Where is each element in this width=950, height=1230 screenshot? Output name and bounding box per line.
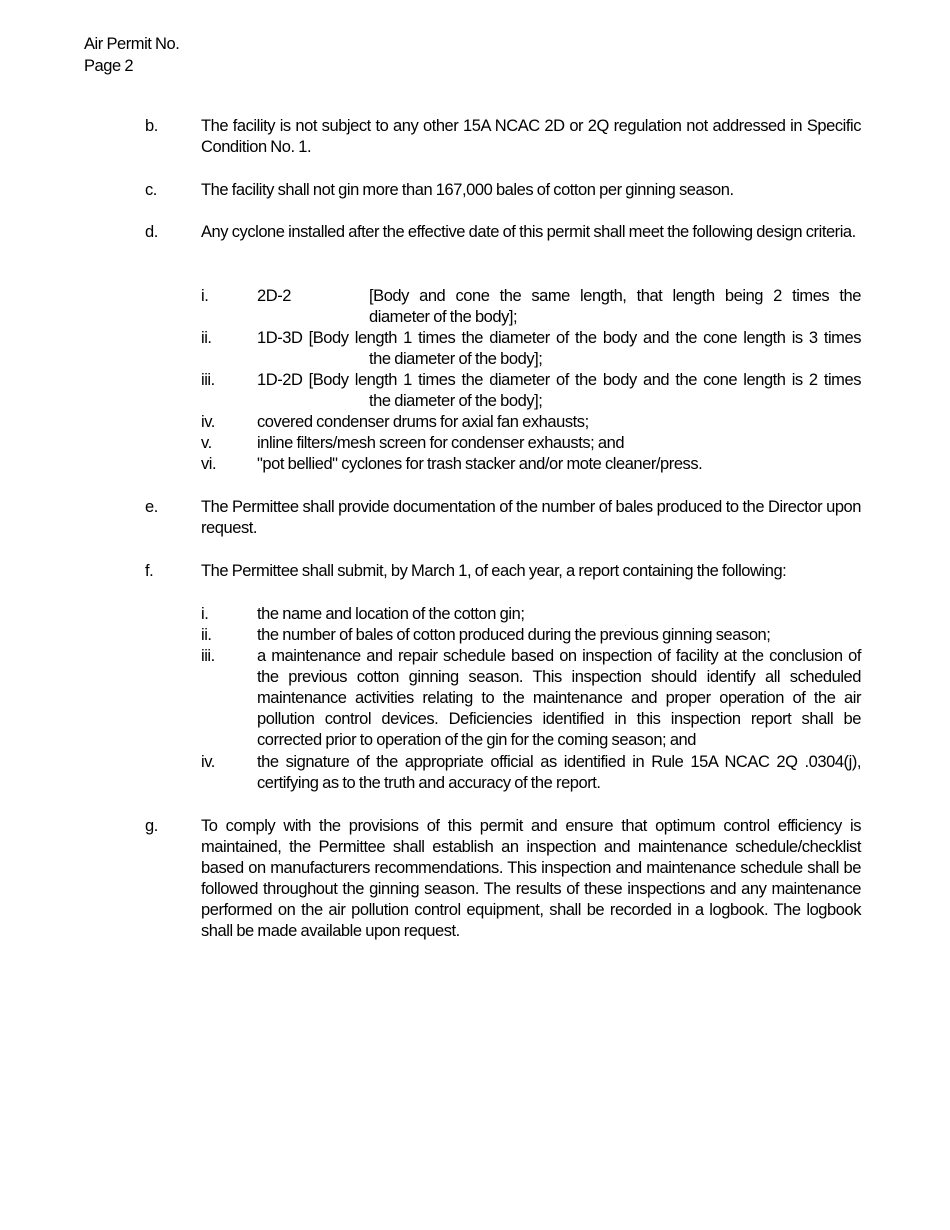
criteria-item-iii xyxy=(201,370,861,412)
report-item-iii xyxy=(201,646,861,751)
page-header xyxy=(84,33,179,77)
criteria-item-i xyxy=(201,286,861,328)
sub-text-line1: 1D-3D [Body length 1 times the diameter of the body and the cone length is 3 times xyxy=(257,329,861,347)
condition-label: b. xyxy=(145,117,158,135)
sub-text-line2: the diameter of the body]; xyxy=(369,350,543,368)
sub-text: the name and location of the cotton gin; xyxy=(257,605,525,623)
condition-text: The Permittee shall submit, by March 1, of each year, a report containing the following: xyxy=(201,562,787,580)
condition-d xyxy=(145,222,861,243)
condition-text: To comply with the provisions of this permit and ensure that optimum control efficiency is maintained, the Permittee shall establish an inspection and maintenance schedule/checklist based on manufacturers recommendations. This inspection and maintenance schedule shall be followed throughout the ginning season. The results of these inspections and any maintenance performed on the air pollution control equipment, shall be recorded in a logbook. The logbook shall be made available upon request. xyxy=(201,817,861,940)
condition-text: The Permittee shall provide documentation of the number of bales produced to the Director upon request. xyxy=(201,498,861,537)
condition-e xyxy=(145,497,861,539)
sub-label: i. xyxy=(201,287,209,305)
permit-number-label: Air Permit No. xyxy=(84,35,180,53)
condition-label: d. xyxy=(145,223,158,241)
sub-label: v. xyxy=(201,434,212,452)
sub-label: iii. xyxy=(201,647,215,665)
report-item-ii xyxy=(201,625,861,646)
page-number-label: Page 2 xyxy=(84,57,134,75)
report-item-iv xyxy=(201,752,861,794)
sub-text: the number of bales of cotton produced during the previous ginning season; xyxy=(257,626,771,644)
cyclone-code: 2D-2 xyxy=(257,287,291,305)
sub-text: "pot bellied" cyclones for trash stacker and/or mote cleaner/press. xyxy=(257,455,703,473)
sub-text-line1: [Body and cone the same length, that length being 2 times the xyxy=(369,287,861,305)
sub-label: vi. xyxy=(201,455,217,473)
criteria-item-ii xyxy=(201,328,861,370)
sub-label: ii. xyxy=(201,626,212,644)
condition-text: The facility is not subject to any other 15A NCAC 2D or 2Q regulation not addressed in Specific Condition No. 1. xyxy=(201,117,861,156)
criteria-item-vi xyxy=(201,454,861,475)
condition-label: e. xyxy=(145,498,158,516)
sub-label: iv. xyxy=(201,753,215,771)
sub-label: i. xyxy=(201,605,209,623)
condition-f xyxy=(145,561,861,582)
condition-label: g. xyxy=(145,817,158,835)
sub-label: iv. xyxy=(201,413,215,431)
condition-label: f. xyxy=(145,562,154,580)
sub-label: ii. xyxy=(201,329,212,347)
sub-text-line2: the diameter of the body]; xyxy=(369,392,543,410)
condition-g xyxy=(145,816,861,942)
condition-text: Any cyclone installed after the effective date of this permit shall meet the following design criteria. xyxy=(201,223,856,241)
condition-b xyxy=(145,116,861,158)
sub-text-line1: 1D-2D [Body length 1 times the diameter of the body and the cone length is 2 times xyxy=(257,371,861,389)
sub-label: iii. xyxy=(201,371,215,389)
report-item-i xyxy=(201,604,861,625)
criteria-item-v xyxy=(201,433,861,454)
condition-label: c. xyxy=(145,181,157,199)
sub-text-line2: diameter of the body]; xyxy=(369,308,518,326)
sub-text: inline filters/mesh screen for condenser exhausts; and xyxy=(257,434,625,452)
condition-c xyxy=(145,180,861,201)
sub-text: a maintenance and repair schedule based on inspection of facility at the conclusion of the previous cotton ginning season. This inspection should identify all scheduled maintenance activities relating to the maintenance and proper operation of the air pollution control devices. Deficiencies identified in this inspection report shall be corrected prior to operation of the gin for the coming season; and xyxy=(257,647,861,749)
sub-text: covered condenser drums for axial fan exhausts; xyxy=(257,413,589,431)
criteria-item-iv xyxy=(201,412,861,433)
condition-text: The facility shall not gin more than 167,000 bales of cotton per ginning season. xyxy=(201,181,734,199)
sub-text: the signature of the appropriate official as identified in Rule 15A NCAC 2Q .0304(j), certifying as to the truth and accuracy of the report. xyxy=(257,753,861,792)
